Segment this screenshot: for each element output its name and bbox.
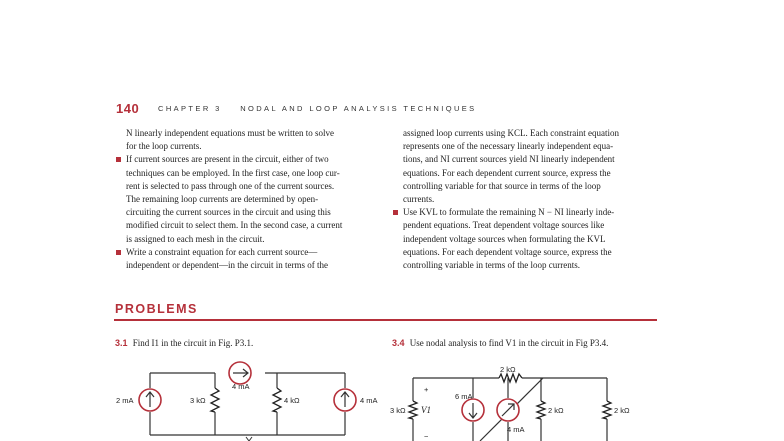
fig31-current-arrow (246, 437, 252, 441)
text-line: independent or dependent—in the circuit in terms of the (126, 260, 328, 271)
bullet-square (116, 157, 121, 162)
fig34-label-plus: + (424, 385, 429, 394)
fig34-resistor-right (603, 401, 611, 419)
text-line: assigned loop currents using KCL. Each constraint equation (403, 128, 619, 138)
page-number: 140 (116, 101, 140, 116)
text-line: controlling variable in terms of the loop currents. (403, 260, 580, 271)
fig31-label-src-left: 2 mA (116, 396, 134, 405)
problems-heading: PROBLEMS (115, 302, 198, 316)
text-line: for the loop currents. (126, 141, 202, 152)
running-header (158, 104, 491, 113)
fig34-current-source-6ma (462, 399, 484, 421)
problem-3-4-text: Use nodal analysis to find V1 in the circuit in Fig P3.4. (409, 338, 609, 348)
problem-3-1-text: Find I1 in the circuit in Fig. P3.1. (132, 338, 254, 348)
problems-rule (114, 319, 657, 321)
fig31-label-r2: 4 kΩ (284, 396, 300, 405)
text-line: represents one of the necessary linearly independent equa- (403, 141, 614, 152)
fig31-label-src-right: 4 mA (360, 396, 378, 405)
text-line: rent is selected to pass through one of the current sources. (126, 180, 335, 191)
bullet-square (116, 250, 121, 255)
fig34-resistor-mid (537, 401, 545, 419)
fig31-label-src-top: 4 mA (232, 382, 250, 391)
left-text-column (116, 127, 382, 272)
fig31-resistor-3k (211, 388, 219, 412)
fig34-label-v1: V1 (421, 405, 431, 415)
figure-p3-4 (388, 360, 658, 441)
fig34-label-minus: − (424, 432, 429, 441)
text-line: is assigned to each mesh in the circuit. (126, 233, 265, 244)
text-line: N linearly independent equations must be written to solve (126, 128, 334, 138)
fig34-label-r-right: 2 kΩ (614, 406, 630, 415)
fig31-top-current-source (229, 362, 251, 384)
text-line: Write a constraint equation for each current source— (116, 246, 382, 259)
fig31-left-current-source (139, 389, 161, 411)
text-line: techniques can be employed. In the first case, one loop cur- (126, 167, 340, 178)
fig34-label-r-top: 2 kΩ (500, 365, 516, 374)
problem-3-1 (115, 338, 253, 348)
bullet-square (393, 210, 398, 215)
fig34-label-r-mid: 2 kΩ (548, 406, 564, 415)
text-line: equations. For each dependent current source, express the (403, 167, 611, 178)
text-line: tions, and NI current sources yield NI linearly independent (403, 154, 615, 165)
text-line: currents. (403, 194, 435, 205)
fig34-resistor-left (409, 401, 417, 419)
fig34-label-r-left: 3 kΩ (390, 406, 406, 415)
fig34-current-source-4ma (497, 399, 519, 421)
text-line: If current sources are present in the circuit, either of two (116, 153, 382, 166)
text-line: circuiting the current sources in the circuit and using this (126, 207, 331, 218)
right-text-column (393, 127, 663, 272)
text-line: independent voltage sources when formulating the KVL (403, 233, 606, 244)
text-line: Use KVL to formulate the remaining N − NI linearly inde- (393, 206, 663, 219)
fig31-right-current-source (334, 389, 356, 411)
problem-3-1-number: 3.1 (115, 338, 128, 348)
text-line: The remaining loop currents are determined by open- (126, 194, 319, 205)
text-line: modified circuit to select them. In the second case, a current (126, 220, 343, 231)
chapter-label: CHAPTER 3 (158, 104, 222, 113)
fig31-resistor-4k (273, 388, 281, 412)
fig31-label-r1: 3 kΩ (190, 396, 206, 405)
text-line: controlling variable for that source in terms of the loop (403, 180, 601, 191)
text-line: equations. For each dependent voltage source, express the (403, 246, 612, 257)
text-line: pendent equations. Treat dependent voltage sources like (403, 220, 605, 231)
fig34-resistor-top (499, 374, 522, 382)
problem-3-4 (392, 338, 608, 348)
fig34-label-src-b: 4 mA (507, 425, 525, 434)
chapter-title: NODAL AND LOOP ANALYSIS TECHNIQUES (240, 104, 477, 113)
figure-p3-1 (110, 355, 385, 441)
problem-3-4-number: 3.4 (392, 338, 405, 348)
fig34-label-src-a: 6 mA (455, 392, 473, 401)
